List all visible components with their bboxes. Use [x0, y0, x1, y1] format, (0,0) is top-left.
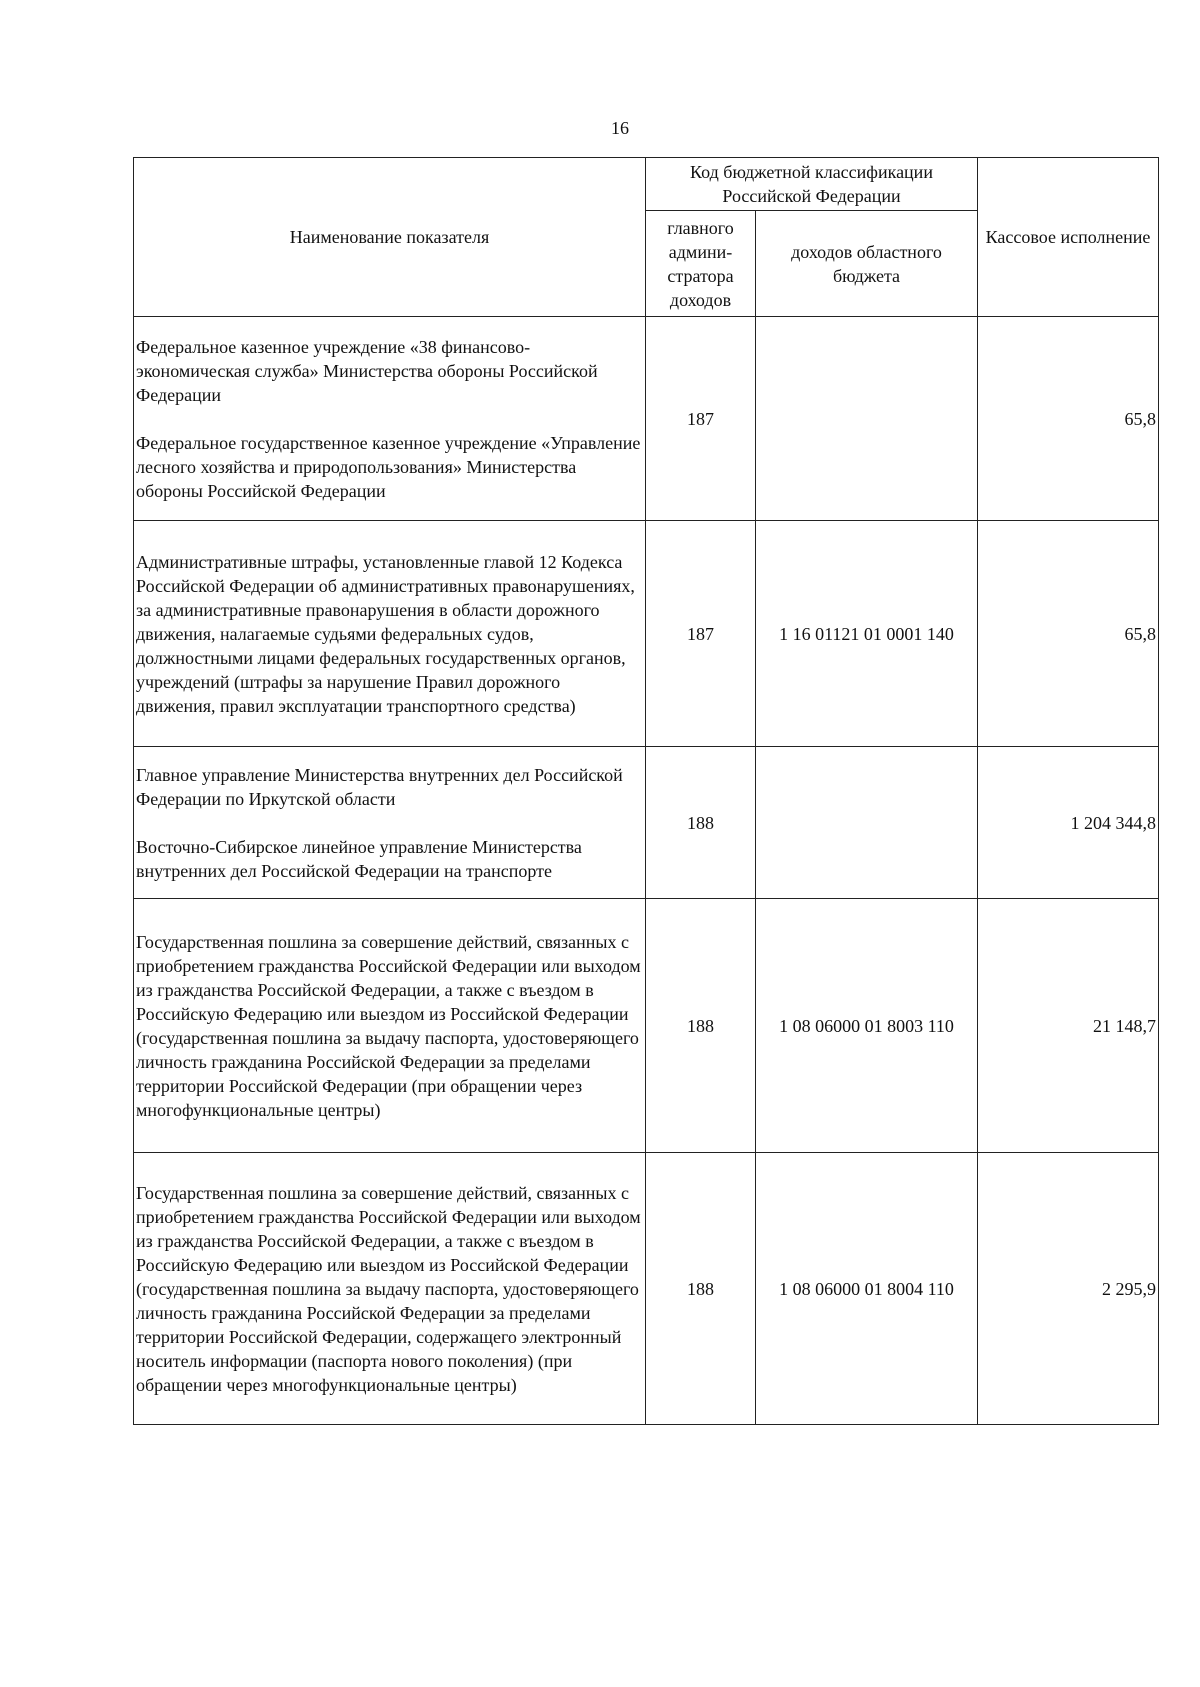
table-row: [134, 899, 1159, 1153]
indicator-name-line: Административные штрафы, установленные главой 12 Кодекса Российской Федерации об административных правонарушениях, за административные правонарушения в области дорожного движения, налагаемые судьями федеральных судов, должностными лицами федеральных государственных органов, учреждений (штрафы за нарушение Правил дорожного движения, правил эксплуатации транспортного средства): [136, 551, 635, 716]
budget-code-cell: [756, 317, 978, 521]
budget-code-cell: 1 08 06000 01 8004 110: [756, 1153, 978, 1425]
cash-execution-cell: 2 295,9: [978, 1153, 1159, 1425]
header-budget-code-group: Код бюджетной классификации Российской Федерации: [646, 158, 978, 211]
page-number: 16: [611, 118, 629, 138]
budget-code-cell: [756, 747, 978, 899]
administrator-code-cell: 188: [646, 899, 756, 1153]
header-indicator-name: Наименование показателя: [134, 158, 646, 317]
header-cash-execution: Кассовое исполнение: [978, 158, 1159, 317]
indicator-name-line: Федеральное казенное учреждение «38 финансово-экономическая служба» Министерства обороны Российской Федерации: [136, 336, 598, 405]
header-main-administrator: главного админи-стратора доходов: [646, 211, 756, 317]
indicator-name-line: Главное управление Министерства внутренних дел Российской Федерации по Иркутской области: [136, 764, 623, 809]
budget-code-cell: 1 08 06000 01 8003 110: [756, 899, 978, 1153]
indicator-name-line: Федеральное государственное казенное учреждение «Управление лесного хозяйства и природопользования» Министерства обороны Российской Федерации: [136, 432, 641, 501]
administrator-code-cell: 188: [646, 1153, 756, 1425]
cash-execution-cell: 65,8: [978, 521, 1159, 747]
header-regional-budget-income: доходов областного бюджета: [756, 211, 978, 317]
indicator-name-cell: [134, 521, 646, 747]
table-row: [134, 521, 1159, 747]
budget-code-cell: 1 16 01121 01 0001 140: [756, 521, 978, 747]
indicator-name-cell: [134, 1153, 646, 1425]
indicator-name-line: Государственная пошлина за совершение действий, связанных с приобретением гражданства Российской Федерации или выходом из гражданства Российской Федерации, а также с въездом в Российскую Федерацию или выездом из Российской Федерации (государственная пошлина за выдачу паспорта, удостоверяющего личность гражданина Российской Федерации за пределами территории Российской Федерации (при обращении через многофункциональные центры): [136, 931, 641, 1120]
table-row: [134, 317, 1159, 521]
indicator-name-cell: [134, 317, 646, 521]
administrator-code-cell: 187: [646, 317, 756, 521]
administrator-code-cell: 188: [646, 747, 756, 899]
administrator-code-cell: 187: [646, 521, 756, 747]
indicator-name-cell: [134, 747, 646, 899]
indicator-name-line: Государственная пошлина за совершение действий, связанных с приобретением гражданства Российской Федерации или выходом из гражданства Российской Федерации, а также с въездом в Российскую Федерацию или выездом из Российской Федерации (государственная пошлина за выдачу паспорта, удостоверяющего личность гражданина Российской Федерации за пределами территории Российской Федерации, содержащего электронный носитель информации (паспорта нового поколения) (при обращении через многофункциональные центры): [136, 1182, 641, 1395]
indicator-name-cell: [134, 899, 646, 1153]
indicator-name-line: Восточно-Сибирское линейное управление Министерства внутренних дел Российской Федерации на транспорте: [136, 836, 582, 881]
cash-execution-cell: 21 148,7: [978, 899, 1159, 1153]
table-row: [134, 747, 1159, 899]
budget-revenue-table: [133, 157, 1159, 1425]
table-row: [134, 1153, 1159, 1425]
cash-execution-cell: 65,8: [978, 317, 1159, 521]
cash-execution-cell: 1 204 344,8: [978, 747, 1159, 899]
